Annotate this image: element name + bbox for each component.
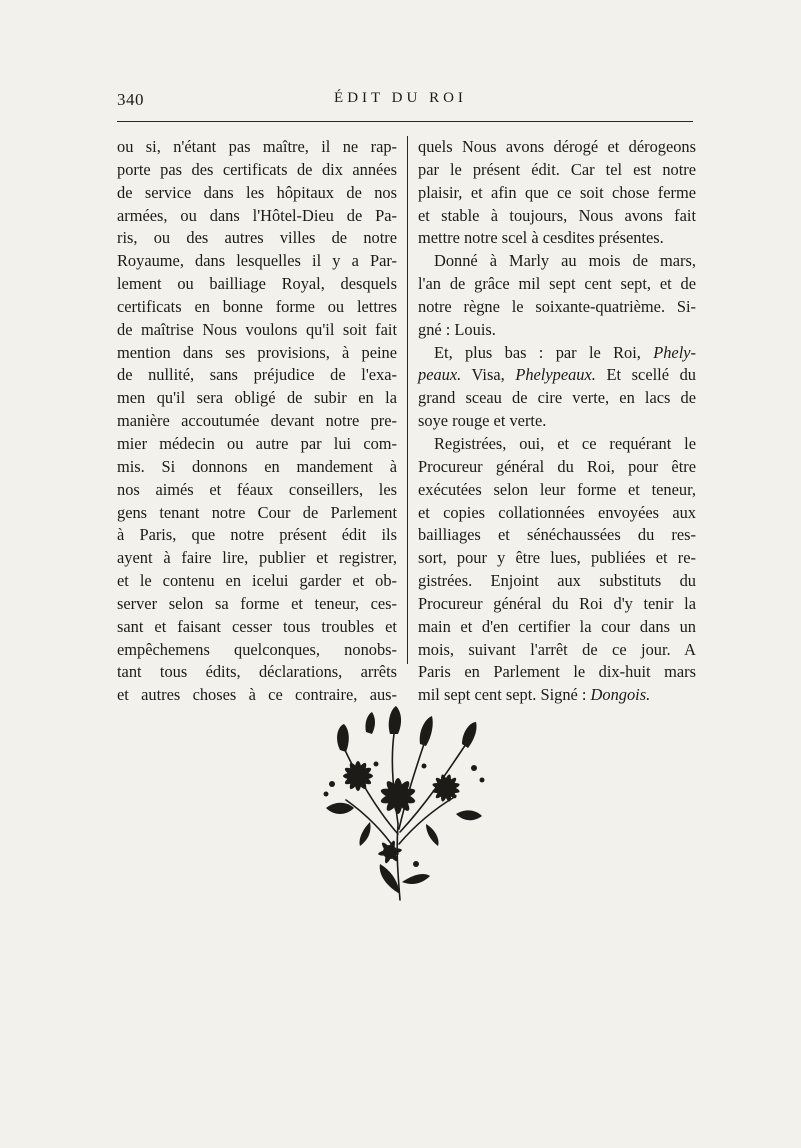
text-fragment: Et, plus bas : par le Roi,	[434, 342, 654, 362]
text-line: mention dans ses provisions, à peine	[117, 342, 397, 362]
text-line: ou si, n'étant pas maître, il ne rap-	[117, 137, 397, 156]
text-line: sort, pour y être lues, publiées et re-	[418, 548, 696, 568]
text-line: Royaume, dans lesquelles il y a Par-	[117, 251, 397, 271]
text-line: l'an de grâce mil sept cent sept, et de	[418, 274, 696, 294]
text-line: quels Nous avons dérogé et dérogeons	[418, 137, 696, 156]
italic-name: peaux.	[418, 365, 462, 385]
signature-name: Dongois.	[590, 685, 651, 705]
floral-bouquet-icon	[306, 704, 494, 908]
text-line: mier médecin ou autre par lui com-	[117, 433, 397, 453]
text-fragment: Et scellé du	[595, 365, 696, 385]
text-fragment: Visa,	[461, 365, 516, 385]
text-line: nos aimés et féaux conseillers, les	[117, 479, 397, 499]
text-line: bailliages et sénéchaussées du res-	[418, 525, 696, 545]
left-column	[117, 136, 397, 707]
text-line: Paris en Parlement le dix-huit mars	[418, 662, 696, 682]
text-line: grand sceau de cire verte, en lacs de	[418, 388, 696, 408]
text-line: porte pas des certificats de dix années	[117, 159, 397, 179]
text-line: gistrées. Enjoint aux substituts du	[418, 571, 696, 591]
text-line: armées, ou dans l'Hôtel-Dieu de Pa-	[117, 205, 397, 225]
page-number: 340	[117, 90, 144, 109]
text-line: ayent à faire lire, publier et registrer,	[117, 548, 397, 568]
text-line: plaisir, et afin que ce soit chose ferme	[418, 182, 696, 202]
text-line: et autres choses à ce contraire, aus-	[117, 685, 397, 705]
text-line: main et d'en certifier la cour dans un	[418, 616, 696, 636]
text-line: et copies collationnées envoyées aux	[418, 502, 696, 522]
text-line: Registrées, oui, et ce requérant le	[434, 433, 696, 453]
text-line: men qu'il sera obligé de subir en la	[117, 388, 397, 408]
running-title: ÉDIT DU ROI	[334, 90, 467, 106]
text-line: sant et faisant cesser tous troubles et	[117, 616, 397, 636]
text-line: gné : Louis.	[418, 319, 496, 339]
text-line: et stable à toujours, Nous avons fait	[418, 205, 696, 225]
text-line: Procureur général du Roi, pour être	[418, 456, 696, 476]
text-line: gens tenant notre Cour de Parlement	[117, 502, 397, 522]
text-line: certificats en bonne forme ou lettres	[117, 296, 397, 316]
text-line: mettre notre scel à cesdites présentes.	[418, 228, 664, 248]
italic-name: Phely-	[653, 342, 696, 362]
text-line: mis. Si donnons en mandement à	[117, 456, 397, 476]
text-line	[418, 342, 696, 365]
text-line: server selon sa forme et teneur, ces-	[117, 593, 397, 613]
text-line: lement ou bailliage Royal, desquels	[117, 274, 397, 294]
text-line: de service dans les hôpitaux de nos	[117, 182, 397, 202]
text-line: tant tous édits, déclarations, arrêts	[117, 662, 397, 682]
text-line: et le contenu en icelui garder et ob-	[117, 571, 397, 591]
header-rule	[117, 121, 693, 122]
text-line: de maîtrise Nous voulons qu'il soit fait	[117, 319, 397, 339]
text-line: empêchemens quelconques, nonobs-	[117, 639, 397, 659]
text-fragment: mil sept cent sept. Signé :	[418, 685, 591, 705]
text-line: de nullité, sans préjudice de l'exa-	[117, 365, 397, 385]
text-line: par le présent édit. Car tel est notre	[418, 159, 696, 179]
right-column	[418, 136, 696, 707]
text-line: exécutées selon leur forme et teneur,	[418, 479, 696, 499]
text-line: mois, suivant l'arrêt de ce jour. A	[418, 639, 696, 659]
text-line: manière accoutumée devant notre pre-	[117, 411, 397, 431]
text-line: Donné à Marly au mois de mars,	[434, 251, 696, 271]
text-line: à Paris, que notre présent édit ils	[117, 525, 397, 545]
column-divider	[407, 136, 408, 664]
italic-name: Phelypeaux.	[515, 365, 596, 385]
text-line: Procureur général du Roi d'y tenir la	[418, 593, 696, 613]
text-line: soye rouge et verte.	[418, 411, 547, 431]
text-line: ris, ou des autres villes de notre	[117, 228, 397, 248]
text-line	[418, 364, 696, 387]
text-line: notre règne le soixante-quatrième. Si-	[418, 296, 696, 316]
